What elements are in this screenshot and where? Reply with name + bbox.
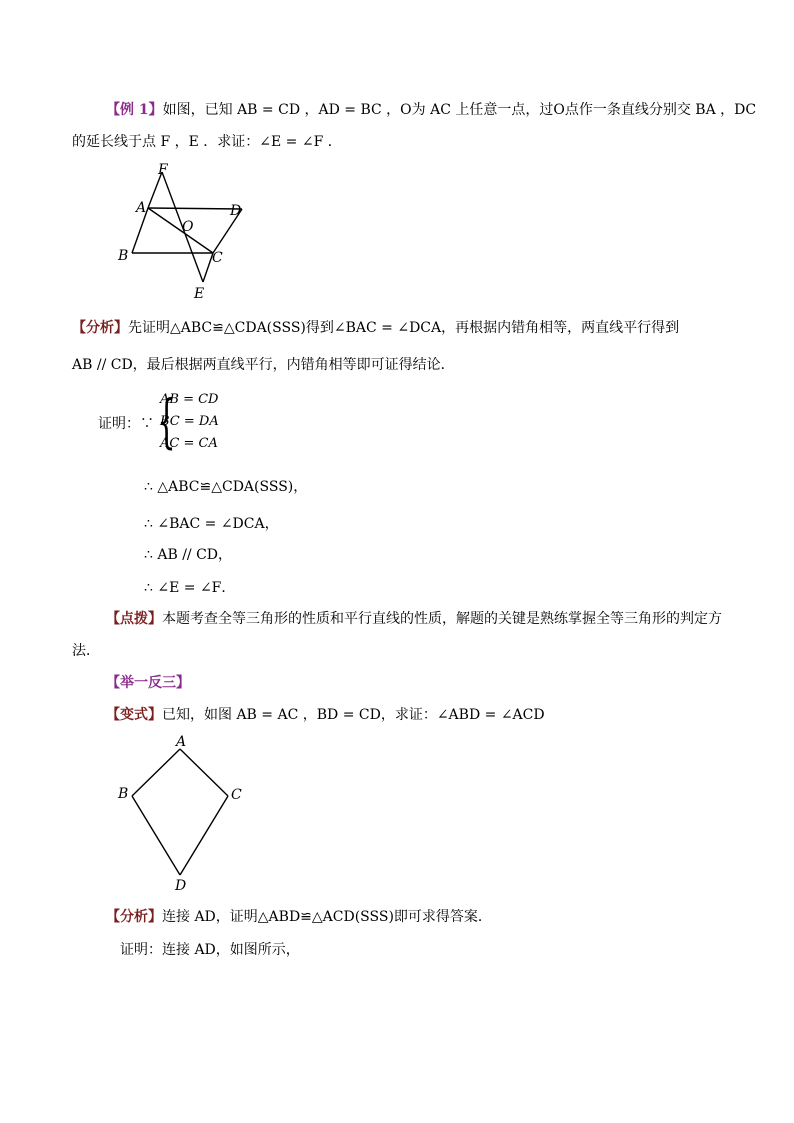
example1-line2: 的延长线于点 F ，E ．求证：∠E = ∠F ． [72,134,342,150]
segment-BD [132,796,180,875]
example1-line1 [106,100,756,120]
analysis1-line2: AB // CD，最后根据两直线平行，内错角相等即可证得结论． [72,357,455,373]
comment-tag: 【点拨】 [106,611,162,627]
proof1-step-3: ∴ AB // CD， [144,547,233,563]
analysis2-line [106,907,492,927]
segment-AC [180,749,228,796]
proof2-line: 证明：连接 AD，如图所示， [120,942,300,958]
analysis2-text: 连接 AD，证明△ABD≌△ACD(SSS)即可求得答案． [162,909,492,925]
label-A: A [136,200,147,216]
analysis1-line1 [72,318,679,338]
proof1-step-4: ∴ ∠E = ∠F． [144,580,236,596]
label-A: A [176,734,187,750]
label-C: C [212,250,223,266]
proof1-step-2: ∴ ∠BAC = ∠DCA， [144,516,279,532]
comment-line1 [106,609,722,629]
label-O: O [182,219,194,235]
label-C: C [231,787,242,803]
example-text: 如图，已知 AB = CD ，AD = BC ，O为 AC 上任意一点，过O点作一条直线分别交 BA ，DC [162,102,757,118]
label-F: F [158,162,168,178]
proof1-condition-1: AB = CD [160,392,219,407]
comment-text: 本题考查全等三角形的性质和平行直线的性质，解题的关键是熟练掌握全等三角形的判定方 [162,611,722,627]
analysis2-tag: 【分析】 [106,909,162,925]
label-D: D [230,203,242,219]
label-D: D [175,878,187,894]
practice-heading: 【举一反三】 [106,675,190,691]
label-B: B [118,248,129,264]
proof1-step-1: ∴ △ABC≌△CDA(SSS)， [144,479,308,495]
label-B: B [118,786,129,802]
segment-AB [132,749,180,796]
segment-AD [148,208,242,209]
variant-line [106,705,545,725]
figure-kite [110,730,260,895]
proof1-condition-2: BC = DA [160,414,219,429]
analysis-tag: 【分析】 [72,320,128,336]
segment-AC [148,208,213,253]
variant-text: 已知，如图 AB = AC ，BD = CD，求证：∠ABD = ∠ACD [162,707,545,723]
segment-CD [180,796,228,875]
proof1-label: 证明：∵ [98,416,154,432]
comment-line2: 法． [72,643,100,659]
figure-parallelogram [110,160,260,305]
variant-tag: 【变式】 [106,707,162,723]
analysis-text: 先证明△ABC≌△CDA(SSS)得到∠BAC = ∠DCA，再根据内错角相等，两直线平行得到 [128,320,680,336]
example-tag: 【例 1】 [106,102,163,118]
label-E: E [194,286,205,302]
proof1-condition-3: AC = CA [160,436,218,451]
proof1-brace: { [157,387,176,455]
